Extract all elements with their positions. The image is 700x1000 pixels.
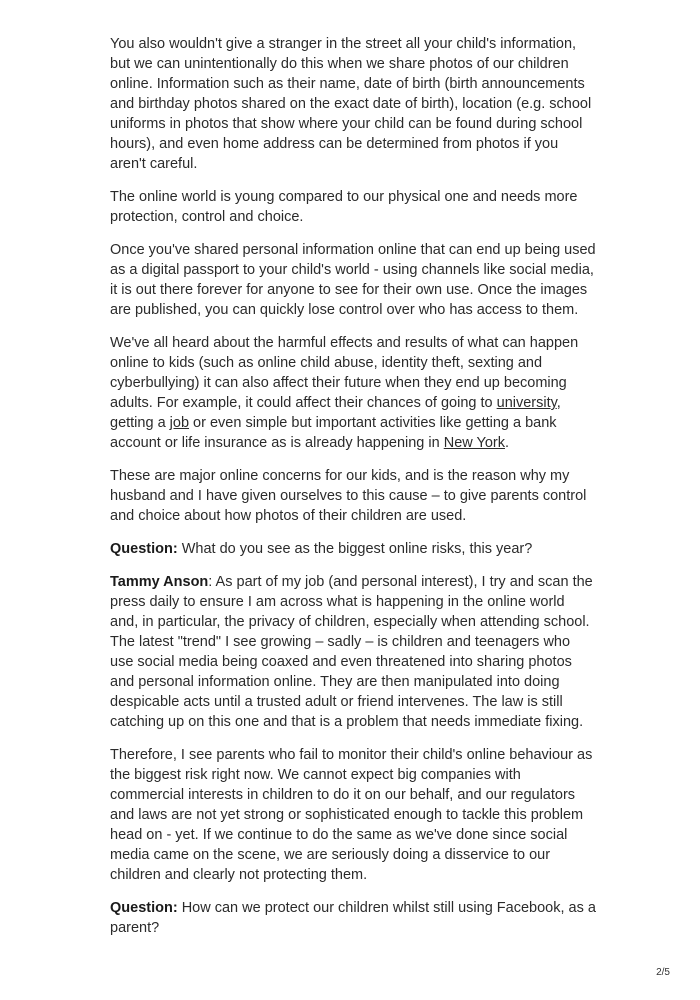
paragraph-parents-risk: Therefore, I see parents who fail to monitor their child's online behaviour as the biggest risk right now. We cannot expect big companies with commercial interests in children to do it on our behalf, and our regulators and laws are not yet strong or sophisticated enough to tackle this problem head on - yet. If we continue to do the same as we've done since social media came on the scene, we are seriously doing a disservice to our children and clearly not protecting them. (110, 747, 593, 883)
document-body (110, 34, 596, 951)
harmful-effects-text-4: . (504, 435, 510, 451)
paragraph-digital-passport: Once you've shared personal information online that can end up being used as a digital passport to your child's world - using channels like social media, it is out there forever for anyone to see for their own use. Once the images are published, you can quickly lose control over who has access to them. (110, 242, 596, 318)
job-link[interactable]: job (169, 415, 190, 431)
paragraph-sharing-information: You also wouldn't give a stranger in the street all your child's information, but we can unintentionally do this when we share photos of our children online. Information such as their name, date of birth (birth announcements and birthday photos shared on the exact date of birth), location (e.g. school uniforms in photos that show where your child can be found during school hours), and even home address can be determined from photos if you aren't careful. (110, 36, 592, 172)
question-protect-children (110, 898, 596, 938)
paragraph-major-concerns: These are major online concerns for our kids, and is the reason why my husband and I have given ourselves to this cause – to give parents control and choice about how photos of their children are used. (110, 468, 587, 524)
answer-text: : As part of my job (and personal interest), I try and scan the press daily to ensure I am across what is happening in the online world and, in particular, the privacy of children, especially when attending school. The latest "trend" I see growing – sadly – is children and teenagers who use social media being coaxed and even threatened into sharing photos and personal information online. They are then manipulated into doing despicable acts until a trusted adult or friend intervenes. The law is still catching up on this one and that is a problem that needs immediate fixing. (110, 574, 593, 730)
question-label: Question: (110, 900, 178, 916)
page-number: 2/5 (656, 967, 670, 978)
harmful-effects-text-1: We've all heard about the harmful effects and results of what can happen online to kids (such as online child abuse, identity theft, sexting and cyberbullying) it can also affect their future when they end up becoming adults. For example, it could affect their chances of going to (110, 335, 579, 411)
question-text: How can we protect our children whilst still using Facebook, as a parent? (110, 900, 596, 936)
answer-tammy-anson (110, 572, 596, 732)
university-link[interactable]: university (496, 395, 557, 411)
harmful-effects-text-3: or even simple but important activities like getting a bank account or life insurance as is already happening in (110, 415, 557, 451)
paragraph-online-world: The online world is young compared to our physical one and needs more protection, control and choice. (110, 189, 578, 225)
new-york-link[interactable]: New York (443, 435, 505, 451)
question-biggest-risks (110, 539, 596, 559)
question-label: Question: (110, 541, 178, 557)
paragraph-harmful-effects (110, 333, 596, 453)
speaker-name: Tammy Anson (110, 574, 209, 590)
question-text: What do you see as the biggest online risks, this year? (177, 541, 533, 557)
harmful-effects-text-2: , getting a (110, 395, 561, 431)
